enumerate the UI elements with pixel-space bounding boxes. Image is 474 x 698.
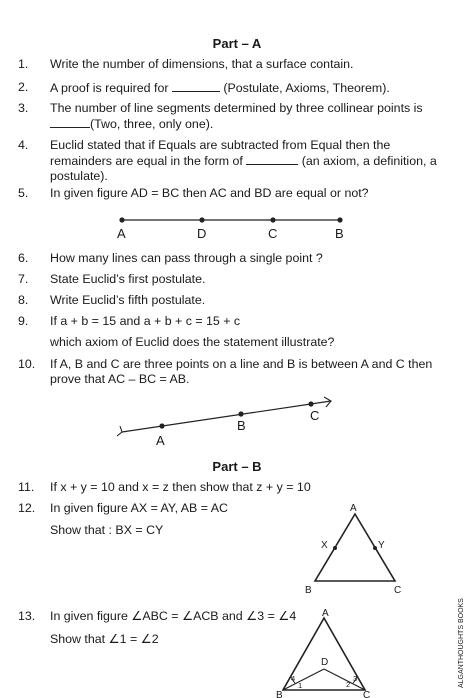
question-text-continued: Show that ∠1 = ∠2 bbox=[50, 632, 159, 646]
question-line: prove that AC – BC = AB. bbox=[50, 371, 190, 386]
question-number: 7. bbox=[18, 272, 29, 286]
point-y bbox=[373, 546, 377, 550]
figure-collinear-points-abc bbox=[116, 392, 346, 448]
question-number: 9. bbox=[18, 314, 29, 328]
question-text-start: A proof is required for bbox=[50, 81, 169, 95]
angle-label-1: 1 bbox=[298, 681, 303, 690]
question-text: In given figure AX = AY, AB = AC bbox=[50, 501, 228, 515]
question-line: Euclid stated that if Equals are subtracted from Equal then the bbox=[50, 138, 391, 152]
part-a-heading: Part – A bbox=[212, 36, 262, 51]
question-number: 12. bbox=[18, 501, 36, 515]
label-d: D bbox=[321, 657, 329, 668]
point-c bbox=[270, 217, 275, 222]
label-a: A bbox=[117, 226, 126, 241]
question-text: Write the number of dimensions, that a surface contain. bbox=[50, 57, 354, 71]
label-y: Y bbox=[378, 540, 385, 551]
question-text-end: (an axiom, a definition, a bbox=[301, 153, 437, 168]
question-number: 2. bbox=[18, 80, 29, 94]
question-number: 11. bbox=[18, 480, 35, 494]
arrow-left-icon bbox=[117, 426, 122, 436]
question-options: (Two, three, only one). bbox=[90, 116, 214, 131]
figure-triangle-abc-xy bbox=[300, 500, 412, 598]
question-text: How many lines can pass through a single point ? bbox=[50, 251, 323, 265]
label-b: B bbox=[335, 226, 344, 241]
question-number: 10. bbox=[18, 357, 36, 371]
point-c bbox=[308, 401, 313, 406]
answer-blank[interactable] bbox=[172, 80, 220, 92]
point-b bbox=[238, 411, 243, 416]
point-a bbox=[119, 217, 124, 222]
label-a: A bbox=[322, 608, 329, 619]
answer-blank[interactable] bbox=[246, 153, 298, 165]
question-text: In given figure ∠ABC = ∠ACB and ∠3 = ∠4 bbox=[50, 609, 297, 623]
label-a: A bbox=[156, 433, 165, 448]
label-a: A bbox=[350, 503, 357, 514]
question-text: If a + b = 15 and a + b + c = 15 + c bbox=[50, 314, 241, 328]
question-number: 1. bbox=[18, 57, 29, 71]
answer-blank[interactable] bbox=[50, 116, 90, 128]
question-text: In given figure AD = BC then AC and BD are equal or not? bbox=[50, 186, 369, 200]
label-c: C bbox=[310, 408, 320, 423]
question-text bbox=[50, 357, 442, 387]
question-number: 8. bbox=[18, 293, 29, 307]
figure-triangle-abc-d bbox=[272, 606, 382, 698]
question-line: postulate). bbox=[50, 168, 108, 183]
question-line: If A, B and C are three points on a line and B is between A and C then bbox=[50, 357, 433, 371]
angle-label-2: 2 bbox=[346, 680, 351, 689]
question-text: Write Euclid’s fifth postulate. bbox=[50, 293, 206, 307]
point-d bbox=[199, 217, 204, 222]
figure-line-segment-adcb bbox=[110, 210, 360, 242]
question-text: If x + y = 10 and x = z then show that z + y = 10 bbox=[50, 480, 311, 494]
question-number: 3. bbox=[18, 101, 29, 115]
label-b: B bbox=[276, 690, 283, 698]
question-line: The number of line segments determined by three collinear points is bbox=[50, 101, 423, 115]
question-text-end: (Postulate, Axioms, Theorem). bbox=[223, 81, 390, 95]
label-b: B bbox=[305, 585, 312, 596]
question-number: 6. bbox=[18, 251, 29, 265]
angle-label-3: 3 bbox=[353, 674, 358, 683]
question-text-continued: which axiom of Euclid does the statement illustrate? bbox=[50, 335, 335, 349]
angle-label-4: 4 bbox=[291, 674, 296, 683]
label-x: X bbox=[321, 540, 328, 551]
question-number: 4. bbox=[18, 138, 29, 152]
label-c: C bbox=[268, 226, 278, 241]
label-b: B bbox=[237, 418, 246, 433]
question-text-continued: Show that : BX = CY bbox=[50, 523, 164, 537]
question-text: State Euclid’s first postulate. bbox=[50, 272, 206, 286]
point-a bbox=[159, 423, 164, 428]
publisher-logo bbox=[448, 570, 470, 690]
question-text bbox=[50, 101, 442, 132]
question-line bbox=[50, 153, 442, 169]
point-b bbox=[337, 217, 342, 222]
label-d: D bbox=[197, 226, 207, 241]
question-number: 13. bbox=[18, 609, 36, 623]
question-number: 5. bbox=[18, 186, 29, 200]
publisher-logo-text: ALGANTHOUGHTS BOOKS bbox=[458, 598, 465, 688]
point-x bbox=[333, 546, 337, 550]
question-text-start: remainders are equal in the form of bbox=[50, 153, 243, 168]
question-line bbox=[50, 116, 442, 132]
part-b-heading: Part – B bbox=[212, 459, 262, 474]
label-c: C bbox=[394, 585, 402, 596]
question-text bbox=[50, 80, 442, 96]
label-c: C bbox=[363, 690, 371, 698]
line-abc bbox=[122, 401, 331, 432]
question-text bbox=[50, 138, 442, 184]
